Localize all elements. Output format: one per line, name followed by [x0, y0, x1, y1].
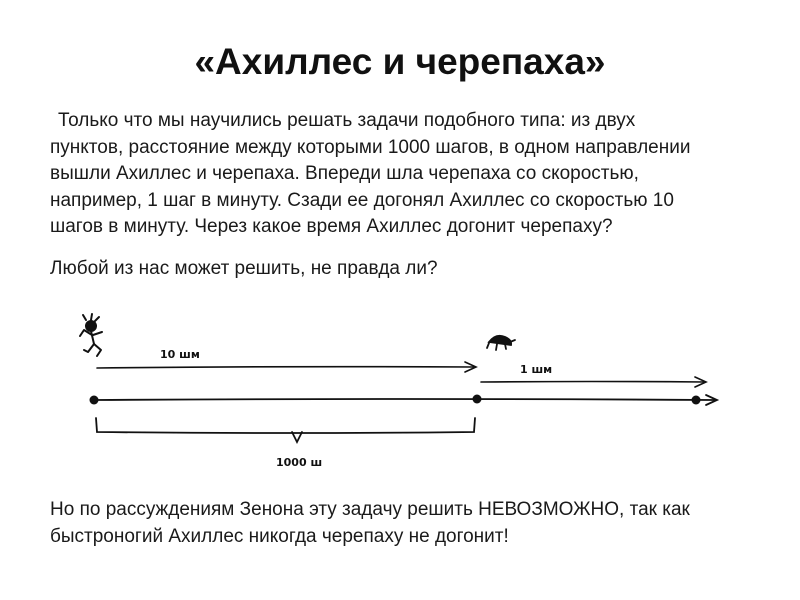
problem-line: вышли Ахиллес и черепаха. Впереди шла черепаха со скоростью,	[50, 163, 639, 184]
achilles-speed-label: 10 шм	[160, 348, 200, 361]
distance-brace	[96, 418, 475, 442]
tortoise-icon	[487, 336, 515, 350]
problem-line: шагов в минуту. Через какое время Ахиллес догонит черепаху?	[50, 216, 613, 237]
rhetorical-question	[50, 256, 770, 283]
achilles-speed-arrow	[97, 362, 476, 372]
tortoise-start-point	[473, 395, 482, 404]
zeno-paradox-statement	[50, 497, 770, 550]
problem-line: Только что мы научились решать задачи подобного типа: из двух	[58, 110, 636, 131]
slide-title: «Ахиллес и черепаха»	[194, 41, 606, 82]
meeting-point	[692, 396, 701, 405]
track-line	[94, 395, 717, 405]
tortoise-speed-label: 1 шм	[520, 363, 553, 376]
running-man-icon	[80, 314, 102, 356]
achilles-start-point	[90, 396, 99, 405]
zeno-line: Но по рассуждениям Зенона эту задачу решить НЕВОЗМОЖНО, так как	[50, 499, 690, 520]
distance-label: 1000 ш	[276, 456, 323, 469]
tortoise-speed-arrow	[481, 377, 706, 387]
problem-statement	[50, 108, 770, 241]
problem-line: например, 1 шаг в минуту. Сзади ее догонял Ахиллес со скоростью 10	[50, 189, 674, 211]
problem-line: пунктов, расстояние между которыми 1000 шагов, в одном направлении	[50, 136, 691, 158]
question-line: Любой из нас может решить, не правда ли?	[50, 258, 438, 279]
zeno-line: быстроногий Ахиллес никогда черепаху не догонит!	[50, 525, 509, 547]
